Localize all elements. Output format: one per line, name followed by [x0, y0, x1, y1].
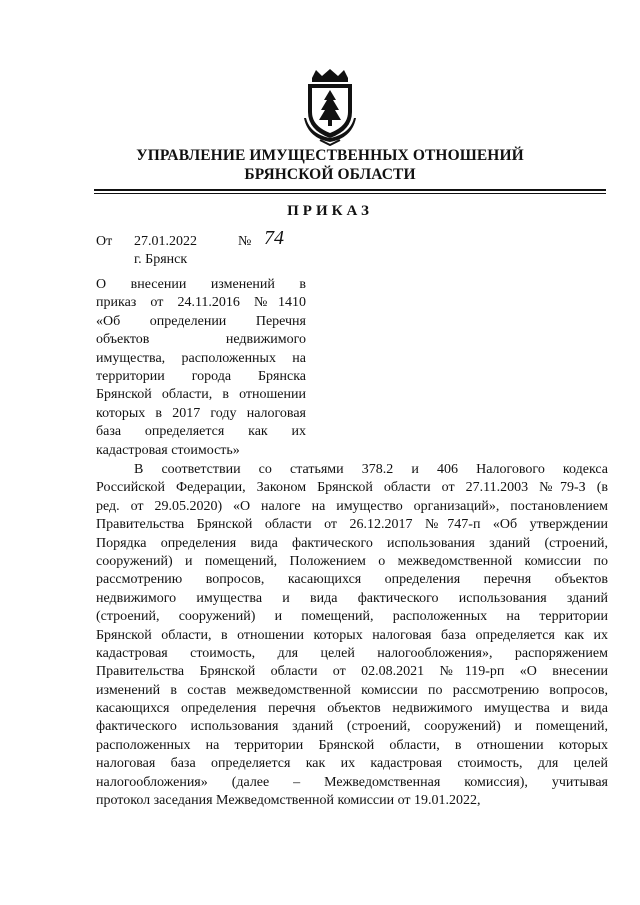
coat-of-arms-icon — [300, 68, 360, 146]
subject-line: приказ от 24.11.2016 №1410 — [96, 295, 306, 311]
order-number: 74 — [264, 227, 284, 249]
number-label: № — [238, 234, 252, 249]
from-label: От — [96, 234, 113, 249]
subject-line: «Об определении Перечня — [96, 313, 306, 329]
subject-line: имущества, расположенных на — [96, 350, 306, 366]
body-line: фактического использования зданий (строений, сооружений) и помещений, — [96, 719, 608, 735]
org-name-line1: УПРАВЛЕНИЕ ИМУЩЕСТВЕННЫХ ОТНОШЕНИЙ — [136, 147, 524, 164]
body-line: Порядка определения вида фактического использования зданий (строений, — [96, 535, 608, 551]
document-type: ПРИКАЗ — [287, 203, 373, 219]
subject-line: которых в 2017 году налоговая — [96, 405, 306, 421]
subject-line: база определяется как их — [96, 424, 306, 440]
body-line: Российской Федерации, Законом Брянской области от 27.11.2003 №79-З (в — [96, 480, 608, 496]
body-line: ред. от 29.05.2020) «О налоге на имущество организаций», постановлением — [96, 498, 608, 514]
body-line: (строений, сооружений) и помещений, расположенных на территории — [96, 609, 608, 625]
body-line: налоговая база определяется как их кадастровая стоимость, для целей — [96, 756, 608, 772]
body-line: налогообложения» (далее – Межведомственная комиссия), учитывая — [96, 774, 608, 790]
body-line: касающихся определения перечня объектов недвижимого имущества и вида — [96, 701, 608, 717]
body-line: Брянской области, в отношении которых налоговая база определяется как их — [96, 627, 608, 643]
body-line: изменений в состав межведомственной комиссии по рассмотрению вопросов, — [96, 682, 608, 698]
subject-line: кадастровая стоимость» — [96, 442, 240, 458]
body-line: кадастровая стоимость, для целей налогообложения», распоряжением — [96, 645, 608, 661]
body-line: Правительства Брянской области от 26.12.2017 №747-п «Об утверждении — [96, 517, 608, 533]
body-line: расположенных на территории Брянской области, в отношении которых — [96, 737, 608, 753]
subject-line: Брянской области, в отношении — [96, 387, 306, 403]
header-rule-thick — [94, 189, 606, 191]
body-line: недвижимого имущества и вида фактического использования зданий — [96, 590, 608, 606]
order-subject — [96, 276, 306, 460]
body-line: протокол заседания Межведомственной комиссии от 19.01.2022, — [96, 793, 481, 809]
header-rule-thin — [94, 193, 606, 194]
subject-line: территории города Брянска — [96, 368, 306, 384]
body-line: рассмотрению вопросов, касающихся определения перечня объектов — [96, 572, 608, 588]
subject-line: О внесении изменений в — [96, 277, 306, 292]
subject-line: объектов недвижимого — [96, 332, 306, 348]
org-name-line2: БРЯНСКОЙ ОБЛАСТИ — [244, 166, 416, 183]
city: г. Брянск — [134, 252, 188, 267]
order-body — [96, 461, 608, 810]
body-line: Правительства Брянской области от 02.08.2021 №119-рп «О внесении — [96, 664, 608, 680]
order-date: 27.01.2022 — [134, 234, 197, 249]
body-line: сооружений) и помещений, Положением о межведомственной комиссии по — [96, 553, 608, 569]
body-line: В соответствии со статьями 378.2 и 406 Налогового кодекса — [134, 462, 608, 477]
